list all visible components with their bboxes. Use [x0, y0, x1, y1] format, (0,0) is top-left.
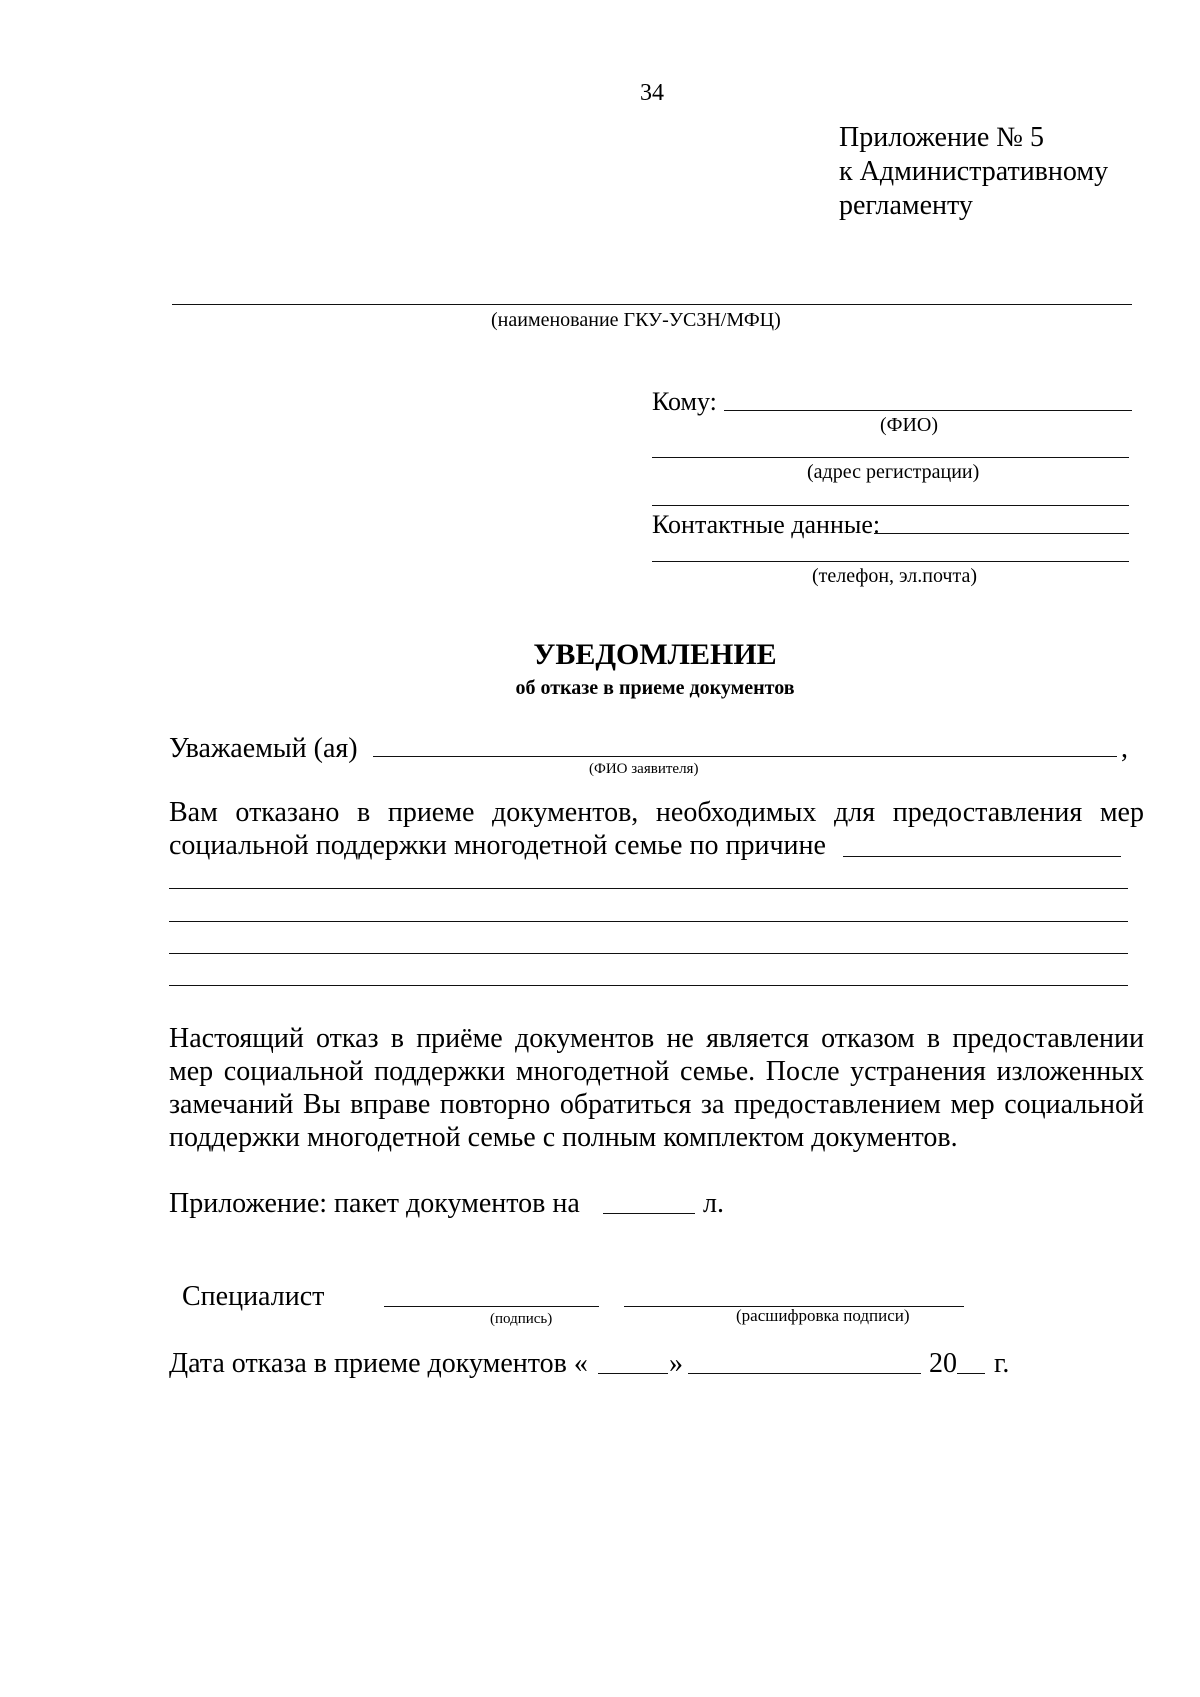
attachment-label: Приложение: пакет документов на: [169, 1188, 580, 1219]
notice-subtitle: об отказе в приеме документов: [515, 677, 795, 699]
address-caption: (адрес регистрации): [807, 461, 980, 483]
recipient-fio-line[interactable]: [724, 410, 1132, 411]
signature-decode-caption: (расшифровка подписи): [736, 1306, 910, 1325]
refusal-text-line-1: Вам отказано в приеме документов, необходимых для предоставления мер: [169, 797, 1144, 828]
date-close-quote: »: [669, 1348, 683, 1379]
signature-line[interactable]: [384, 1306, 599, 1307]
date-year-suffix: г.: [994, 1348, 1010, 1379]
note-line-1: Настоящий отказ в приёме документов не является отказом в предоставлении: [169, 1023, 1144, 1054]
refusal-text-line-2: социальной поддержки многодетной семье по причине: [169, 830, 826, 861]
contacts-label: Контактные данные:: [652, 510, 881, 539]
fio-caption: (ФИО): [880, 414, 939, 436]
date-month-line[interactable]: [688, 1373, 921, 1374]
org-name-line[interactable]: [172, 304, 1132, 305]
greeting-comma: ,: [1121, 733, 1128, 764]
reason-line-2[interactable]: [169, 888, 1128, 889]
date-year-line[interactable]: [957, 1373, 985, 1374]
applicant-fio-caption: (ФИО заявителя): [589, 761, 699, 777]
to-label: Кому:: [652, 387, 717, 416]
appendix-line-3: регламенту: [839, 190, 973, 221]
page-number: 34: [640, 80, 664, 106]
contacts-line[interactable]: [874, 533, 1129, 534]
address-line-2[interactable]: [652, 505, 1129, 506]
address-line[interactable]: [652, 457, 1129, 458]
reason-line[interactable]: [843, 856, 1121, 857]
note-line-3: замечаний Вы вправе повторно обратиться за предоставлением мер социальной: [169, 1089, 1144, 1120]
appendix-line-1: Приложение № 5: [839, 122, 1044, 153]
date-label: Дата отказа в приеме документов «: [169, 1348, 588, 1379]
reason-line-5[interactable]: [169, 985, 1128, 986]
reason-line-4[interactable]: [169, 953, 1128, 954]
signature-caption: (подпись): [490, 1311, 553, 1327]
signature-role: Специалист: [182, 1281, 325, 1312]
notice-title: УВЕДОМЛЕНИЕ: [533, 638, 777, 671]
contacts-line-2[interactable]: [652, 561, 1129, 562]
date-day-line[interactable]: [598, 1373, 668, 1374]
note-line-4: поддержки многодетной семье с полным комплектом документов.: [169, 1122, 958, 1153]
org-name-caption: (наименование ГКУ-УСЗН/МФЦ): [491, 309, 781, 331]
attachment-count-line[interactable]: [603, 1213, 695, 1214]
greeting-label: Уважаемый (ая): [169, 733, 358, 764]
appendix-line-2: к Административному: [839, 156, 1109, 187]
contacts-caption: (телефон, эл.почта): [812, 565, 978, 587]
applicant-fio-line[interactable]: [373, 756, 1117, 757]
date-year-prefix: 20: [929, 1348, 957, 1379]
attachment-suffix: л.: [703, 1188, 724, 1219]
note-line-2: мер социальной поддержки многодетной семье. После устранения изложенных: [169, 1056, 1144, 1087]
reason-line-3[interactable]: [169, 921, 1128, 922]
